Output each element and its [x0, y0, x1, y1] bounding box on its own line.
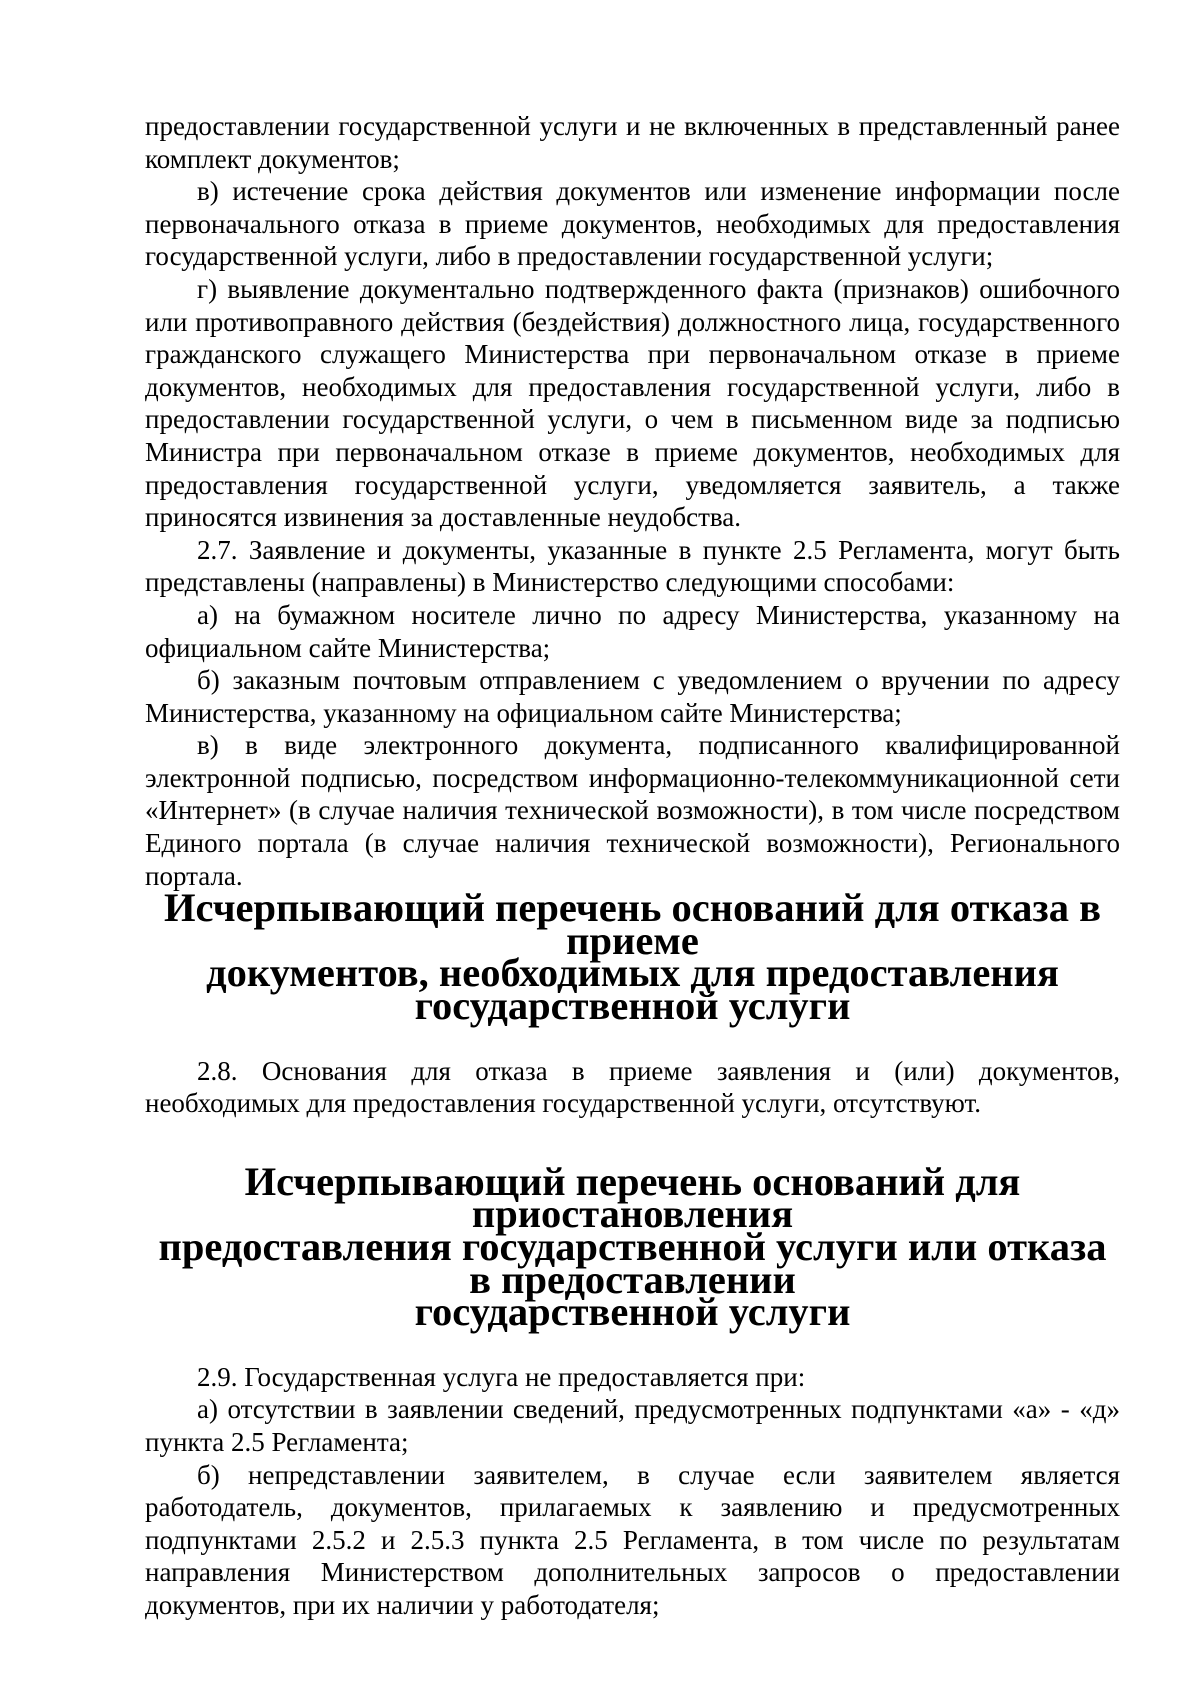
document-page: [145, 110, 1120, 1622]
heading-line: документов, необходимых для предоставления: [206, 950, 1059, 996]
paragraph-2-8: 2.8. Основания для отказа в приеме заявления и (или) документов, необходимых для предоставления государственной услуги, отсутствуют.: [145, 1055, 1120, 1119]
heading-line: Исчерпывающий перечень оснований для приостановления: [244, 1158, 1021, 1237]
paragraph-item-g: г) выявление документально подтвержденного факта (признаков) ошибочного или противоправного действия (бездействия) должностного лица, государственного гражданского служащего Министерства при первоначальном отказе в приеме документов, необходимых для предоставления государственной услуги, либо в предоставлении государственной услуги, о чем в письменном виде за подписью Министра при первоначальном отказе в приеме документов, необходимых для предоставления государственной услуги, уведомляется заявитель, а также приносятся извинения за доставленные неудобства.: [145, 273, 1120, 533]
paragraph-2-7-b: б) заказным почтовым отправлением с уведомлением о вручении по адресу Министерства, указанному на официальном сайте Министерства;: [145, 665, 1120, 728]
section-heading-suspension-grounds: [145, 1158, 1120, 1335]
paragraph-continuation: предоставлении государственной услуги и не включенных в представленный ранее комплект документов;: [145, 111, 1120, 174]
heading-line: предоставления государственной услуги или отказа в предоставлении: [158, 1224, 1107, 1302]
heading-line: государственной услуги: [414, 983, 851, 1029]
heading-line: Исчерпывающий перечень оснований для отказа в приеме: [164, 885, 1101, 963]
paragraph-2-9-a: а) отсутствии в заявлении сведений, предусмотренных подпунктами «а» - «д» пункта 2.5 Регламента;: [145, 1394, 1120, 1457]
paragraph-item-v: в) истечение срока действия документов или изменение информации после первоначального отказа в приеме документов, необходимых для предоставления государственной услуги, либо в предоставлении государственной услуги;: [145, 176, 1120, 272]
paragraph-2-7: 2.7. Заявление и документы, указанные в пункте 2.5 Регламента, могут быть представлены (направлены) в Министерство следующими способами:: [145, 534, 1120, 598]
paragraph-2-9-b: б) непредставлении заявителем, в случае если заявителем является работодатель, документов, прилагаемых к заявлению и предусмотренных подпунктами 2.5.2 и 2.5.3 пункта 2.5 Регламента, в том числе по результатам направления Министерством дополнительных запросов о предоставлении документов, при их наличии у работодателя;: [145, 1459, 1120, 1620]
paragraph-2-7-a: а) на бумажном носителе лично по адресу Министерства, указанному на официальном сайте Министерства;: [145, 599, 1120, 663]
paragraph-2-9: 2.9. Государственная услуга не предоставляется при:: [197, 1361, 806, 1392]
paragraph-2-7-v: в) в виде электронного документа, подписанного квалифицированной электронной подписью, посредством информационно-телекоммуникационной сети «Интернет» (в случае наличия технической возможности), в том числе посредством Единого портала (в случае наличия технической возможности), Регионального портала.: [145, 730, 1120, 891]
section-heading-refusal-grounds: [145, 885, 1120, 1029]
heading-line: государственной услуги: [414, 1289, 851, 1335]
